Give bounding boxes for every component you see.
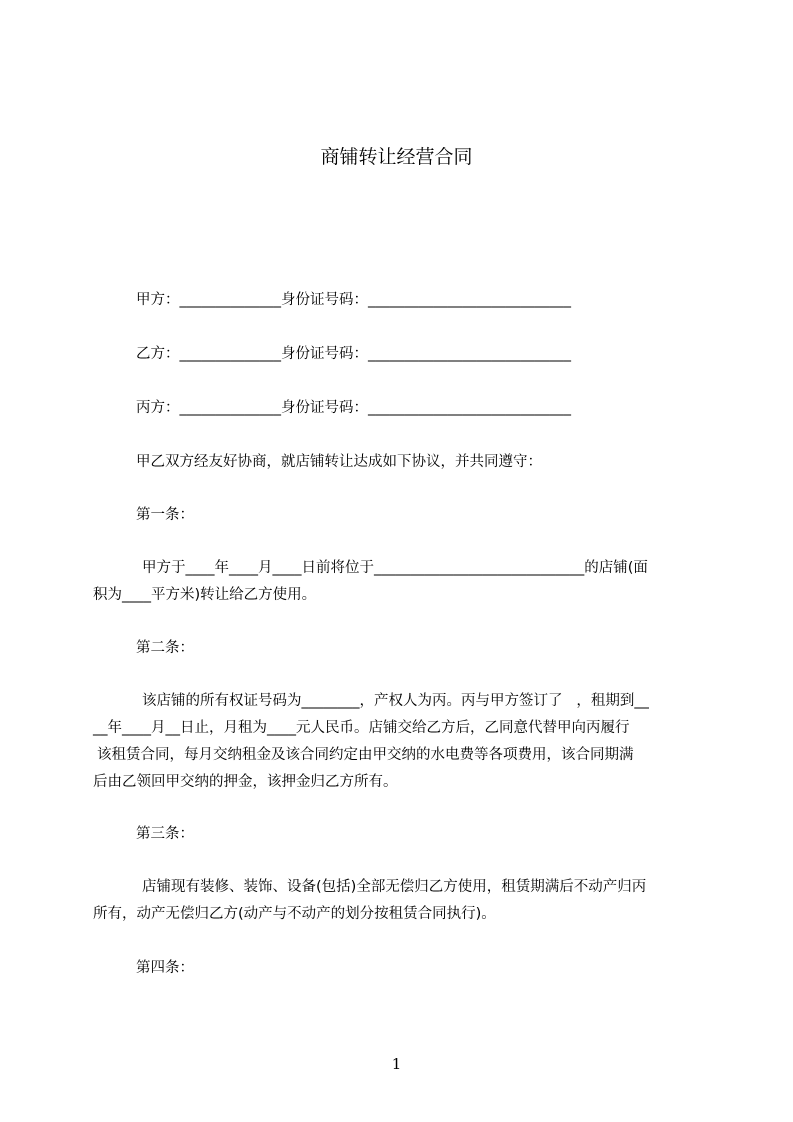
intro-paragraph: 甲乙双方经友好协商，就店铺转让达成如下协议，并共同遵守：	[136, 454, 542, 470]
article-3-line-1: 店铺现有装修、装饰、设备(包括)全部无偿归乙方使用，租赁期满后不动产归丙	[142, 879, 647, 895]
party-c-line: 丙方：______________身份证号码：____________________________	[136, 400, 571, 416]
article-4-heading: 第四条：	[136, 960, 194, 976]
article-2-line-2: __年____月__日止，月租为____元人民币。店铺交给乙方后，乙同意代替甲向丙履行	[93, 720, 630, 736]
document-title: 商铺转让经营合同	[320, 146, 473, 168]
article-3-heading: 第三条：	[136, 826, 194, 842]
article-2-line-1: 该店铺的所有权证号码为________，产权人为丙。丙与甲方签订了 ，租期到__	[142, 693, 649, 709]
article-1-line-1: 甲方于____年____月____日前将位于_____________________________的店铺(面	[142, 560, 648, 576]
party-b-line: 乙方：______________身份证号码：____________________________	[136, 346, 571, 362]
page-number: 1	[391, 1055, 402, 1073]
article-2-line-3: 该租赁合同，每月交纳租金及该合同约定由甲交纳的水电费等各项费用，该合同期满	[97, 747, 634, 763]
article-2-line-4: 后由乙领回甲交纳的押金，该押金归乙方所有。	[93, 774, 398, 790]
article-1-line-2: 积为____平方米)转让给乙方使用。	[93, 587, 317, 603]
article-3-line-2: 所有，动产无偿归乙方(动产与不动产的划分按租赁合同执行)。	[93, 906, 496, 922]
article-2-heading: 第二条：	[136, 640, 194, 656]
article-1-heading: 第一条：	[136, 507, 194, 523]
party-a-line: 甲方：______________身份证号码：____________________________	[136, 292, 571, 308]
